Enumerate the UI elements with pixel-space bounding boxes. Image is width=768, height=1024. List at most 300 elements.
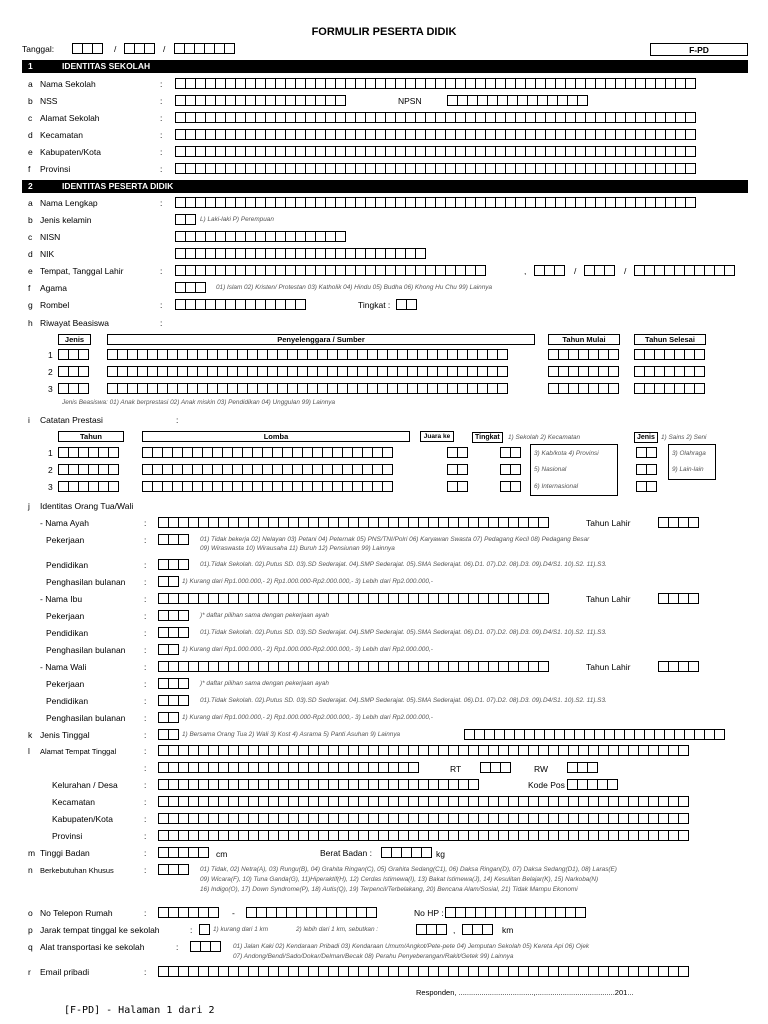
prestasi-jenis-input[interactable] xyxy=(636,464,656,475)
kabupaten-label: Kabupaten/Kota xyxy=(52,814,113,824)
nisn-input[interactable] xyxy=(175,231,345,242)
row-letter: c xyxy=(28,113,33,123)
char-box[interactable] xyxy=(92,43,103,54)
col-label: Penyelenggara / Sumber xyxy=(277,335,365,344)
prestasi-col-tingkat xyxy=(472,432,503,443)
kabupaten-sekolah-label: Kabupaten/Kota xyxy=(40,147,101,157)
beasiswa-mulai-input[interactable] xyxy=(548,349,618,360)
char-box[interactable] xyxy=(724,265,735,276)
npsn-input[interactable] xyxy=(447,95,587,106)
prestasi-juara-input[interactable] xyxy=(447,447,467,458)
prestasi-tahun-input[interactable] xyxy=(58,464,118,475)
char-box[interactable] xyxy=(604,265,615,276)
kebutuhan-hint: 01) Tidak, 02) Netra(A), 03) Rungu(B), 04) Grahita Ringan(C), 05) Grahita Sedang(C1), 06) Daksa Ringan(D), 07) Daksa Sedang(D1), 08) Laras(E) xyxy=(200,866,617,873)
row-letter: b xyxy=(28,96,33,106)
char-box[interactable] xyxy=(178,559,189,570)
date-day-input[interactable] xyxy=(72,43,102,54)
nama-wali-label: - Nama Wali xyxy=(40,662,87,672)
provinsi-label: Provinsi xyxy=(52,831,83,841)
beasiswa-jenis-input[interactable] xyxy=(58,366,88,377)
hp-input[interactable] xyxy=(445,907,585,918)
prestasi-col-tahun xyxy=(58,431,124,442)
prestasi-tahun-input[interactable] xyxy=(58,447,118,458)
riwayat-beasiswa-label: Riwayat Beasiswa xyxy=(40,318,109,328)
tinggi-badan-input[interactable] xyxy=(158,847,208,858)
km-label: km xyxy=(502,925,514,935)
penghasilan-ibu-label: Penghasilan bulanan xyxy=(46,645,126,655)
responden-signature-line: Responden, ....................................,......................................201... xyxy=(416,988,634,997)
jenis-tinggal-lain-input[interactable] xyxy=(464,729,724,740)
alamat-line1-input[interactable] xyxy=(158,745,688,756)
pekerjaan-hint: )* daftar pilihan sama dengan pekerjaan ayah xyxy=(200,680,329,687)
char-box[interactable] xyxy=(78,383,89,394)
kelurahan-label: Kelurahan / Desa xyxy=(52,780,118,790)
colon: : xyxy=(144,577,147,587)
char-box[interactable] xyxy=(678,813,689,824)
berat-badan-label: Berat Badan : xyxy=(320,848,372,858)
colon: : xyxy=(144,780,147,790)
char-box[interactable] xyxy=(408,762,419,773)
tahun-lahir-ibu-input[interactable] xyxy=(658,593,698,604)
telepon-kode-input[interactable] xyxy=(158,907,218,918)
char-box[interactable] xyxy=(178,627,189,638)
char-box[interactable] xyxy=(224,43,235,54)
char-box[interactable] xyxy=(587,762,598,773)
nisn-label: NISN xyxy=(40,232,61,242)
colon: : xyxy=(144,518,147,528)
beasiswa-jenis-input[interactable] xyxy=(58,349,88,360)
slash: / xyxy=(574,266,577,276)
email-label: Email pribadi xyxy=(40,967,90,977)
agama-input[interactable] xyxy=(175,282,205,293)
kecamatan-label: Kecamatan xyxy=(52,797,95,807)
prestasi-col-juara xyxy=(420,431,454,442)
jenis-option: 9) Lain-lain xyxy=(672,466,704,473)
provinsi-input[interactable] xyxy=(158,830,688,841)
pendidikan-hint: 01).Tidak Sekolah. 02).Putus SD. 03).SD Sederajat. 04).SMP Sederajat. 05).SMA Sederajat. 06).D1. 07).D2. 08).D3. 09).D4/S1. 10).S2. 11).S3. xyxy=(200,697,607,704)
penghasilan-wali-label: Penghasilan bulanan xyxy=(46,713,126,723)
colon: : xyxy=(144,797,147,807)
kecamatan-input[interactable] xyxy=(158,796,688,807)
transportasi-input[interactable] xyxy=(190,941,220,952)
char-box[interactable] xyxy=(608,366,619,377)
tingkat-option: 1) Sekolah 2) Kecamatan xyxy=(508,434,581,441)
char-box[interactable] xyxy=(436,924,447,935)
char-box[interactable] xyxy=(685,146,696,157)
row-number: 2 xyxy=(48,465,53,475)
colon: : xyxy=(144,730,147,740)
provinsi-sekolah-input[interactable] xyxy=(175,163,695,174)
alamat-sekolah-label: Alamat Sekolah xyxy=(40,113,100,123)
prestasi-jenis-input[interactable] xyxy=(636,481,656,492)
pekerjaan-hint: )* daftar pilihan sama dengan pekerjaan ayah xyxy=(200,612,329,619)
char-box[interactable] xyxy=(538,517,549,528)
prestasi-lomba-input[interactable] xyxy=(142,481,392,492)
ttl-label: Tempat, Tanggal Lahir xyxy=(40,266,124,276)
char-box[interactable] xyxy=(646,481,657,492)
section-title: IDENTITAS PESERTA DIDIK xyxy=(62,181,174,191)
row-letter: l xyxy=(28,746,30,756)
char-box[interactable] xyxy=(382,481,393,492)
jenis-tinggal-input[interactable] xyxy=(158,729,178,740)
tingkat-input[interactable] xyxy=(396,299,416,310)
tahun-lahir-label: Tahun Lahir xyxy=(586,662,631,672)
col-label: Jenis xyxy=(637,434,655,441)
char-box[interactable] xyxy=(538,593,549,604)
penghasilan-hint: 1) Kurang dari Rp1.000.000,- 2) Rp1.000.000-Rp2.000.000,- 3) Lebih dari Rp2.000.000,- xyxy=(182,578,433,585)
colon: : xyxy=(144,814,147,824)
telepon-nomor-input[interactable] xyxy=(246,907,376,918)
tgl-lahir-month-input[interactable] xyxy=(584,265,614,276)
prestasi-lomba-input[interactable] xyxy=(142,447,392,458)
colon: : xyxy=(160,300,163,310)
beasiswa-mulai-input[interactable] xyxy=(548,383,618,394)
char-box[interactable] xyxy=(538,661,549,672)
cm-label: cm xyxy=(216,849,228,859)
col-label: Jenis xyxy=(64,335,85,344)
char-box[interactable] xyxy=(554,265,565,276)
berat-badan-input[interactable] xyxy=(381,847,431,858)
char-box[interactable] xyxy=(678,966,689,977)
colon: : xyxy=(144,848,147,858)
char-box[interactable] xyxy=(688,593,699,604)
pendidikan-hint: 01).Tidak Sekolah. 02).Putus SD. 03).SD Sederajat. 04).SMP Sederajat. 05).SMA Sederajat. 06).D1. 07).D2. 08).D3. 09).D4/S1. 10).S2. 11).S3. xyxy=(200,561,607,568)
nss-label: NSS xyxy=(40,96,58,106)
hp-label: No HP : xyxy=(414,908,444,918)
prestasi-tingkat-input[interactable] xyxy=(500,464,520,475)
char-box[interactable] xyxy=(185,214,196,225)
alamat-sekolah-input[interactable] xyxy=(175,112,695,123)
char-box[interactable] xyxy=(685,197,696,208)
char-box[interactable] xyxy=(646,447,657,458)
section-1-header xyxy=(22,60,748,73)
beasiswa-sumber-input[interactable] xyxy=(107,349,507,360)
rt-input[interactable] xyxy=(480,762,510,773)
pekerjaan-wali-label: Pekerjaan xyxy=(46,679,85,689)
pekerjaan-hint: 09) Wiraswasta 10) Wirausaha 11) Buruh 12) Pensiunan 99) Lainnya xyxy=(200,545,395,552)
row-letter: e xyxy=(28,266,33,276)
prestasi-col-jenis xyxy=(634,432,658,443)
char-box[interactable] xyxy=(678,796,689,807)
pekerjaan-ayah-label: Pekerjaan xyxy=(46,535,85,545)
tgl-lahir-year-input[interactable] xyxy=(634,265,734,276)
char-box[interactable] xyxy=(457,447,468,458)
prestasi-jenis-input[interactable] xyxy=(636,447,656,458)
agama-label: Agama xyxy=(40,283,67,293)
row-letter: d xyxy=(28,130,33,140)
kabupaten-sekolah-input[interactable] xyxy=(175,146,695,157)
nss-input[interactable] xyxy=(175,95,345,106)
pekerjaan-ayah-input[interactable] xyxy=(158,534,188,545)
pendidikan-wali-label: Pendidikan xyxy=(46,696,89,706)
jarak-desimal-input[interactable] xyxy=(462,924,492,935)
char-box[interactable] xyxy=(575,907,586,918)
char-box[interactable] xyxy=(78,366,89,377)
beasiswa-selesai-input[interactable] xyxy=(634,366,704,377)
row-letter: a xyxy=(28,198,33,208)
pendidikan-wali-input[interactable] xyxy=(158,695,188,706)
pendidikan-ayah-input[interactable] xyxy=(158,559,188,570)
colon: : xyxy=(160,164,163,174)
char-box[interactable] xyxy=(482,924,493,935)
telepon-label: No Telepon Rumah xyxy=(40,908,113,918)
nama-ayah-label: - Nama Ayah xyxy=(40,518,89,528)
char-box[interactable] xyxy=(714,729,725,740)
char-box[interactable] xyxy=(678,830,689,841)
colon: : xyxy=(160,113,163,123)
row-letter: i xyxy=(28,415,30,425)
kelurahan-input[interactable] xyxy=(158,779,478,790)
beasiswa-hint: Jenis Beasiswa: 01) Anak berprestasi 02) Anak miskin 03) Pendidikan 04) Unggulan 99) Lainnya xyxy=(62,399,336,406)
char-box[interactable] xyxy=(457,481,468,492)
char-box[interactable] xyxy=(178,610,189,621)
colon: : xyxy=(144,594,147,604)
char-box[interactable] xyxy=(510,481,521,492)
colon: : xyxy=(144,713,147,723)
date-month-input[interactable] xyxy=(124,43,154,54)
penghasilan-ayah-input[interactable] xyxy=(158,576,178,587)
pekerjaan-ibu-label: Pekerjaan xyxy=(46,611,85,621)
nama-wali-input[interactable] xyxy=(158,661,548,672)
pendidikan-ibu-label: Pendidikan xyxy=(46,628,89,638)
char-box[interactable] xyxy=(685,129,696,140)
colon: : xyxy=(160,147,163,157)
beasiswa-col-sumber xyxy=(107,334,535,345)
char-box[interactable] xyxy=(694,349,705,360)
jenis-option: 3) Olahraga xyxy=(672,450,706,457)
beasiswa-sumber-input[interactable] xyxy=(107,366,507,377)
char-box[interactable] xyxy=(178,534,189,545)
char-box[interactable] xyxy=(382,447,393,458)
pekerjaan-ibu-input[interactable] xyxy=(158,610,188,621)
kodepos-input[interactable] xyxy=(567,779,617,790)
penghasilan-ayah-label: Penghasilan bulanan xyxy=(46,577,126,587)
email-input[interactable] xyxy=(158,966,688,977)
nama-sekolah-label: Nama Sekolah xyxy=(40,79,96,89)
char-box[interactable] xyxy=(178,695,189,706)
prestasi-juara-input[interactable] xyxy=(447,464,467,475)
jenis-kelamin-label: Jenis kelamin xyxy=(40,215,92,225)
prestasi-tahun-input[interactable] xyxy=(58,481,118,492)
char-box[interactable] xyxy=(497,349,508,360)
char-box[interactable] xyxy=(335,231,346,242)
char-box[interactable] xyxy=(500,762,511,773)
colon: : xyxy=(144,645,147,655)
row-letter: m xyxy=(28,848,36,858)
char-box[interactable] xyxy=(198,847,209,858)
kebutuhan-hint: 09) Wicara(F), 10) Tuna Ganda(G), 11)Hiperaktif(H), 12) Cerdas Istimewa(I), 13) Bakat Istimewa(J), 14) Kesulitan Belajar(K), 15) Narkoba(N) xyxy=(200,876,599,883)
char-box[interactable] xyxy=(577,95,588,106)
char-box[interactable] xyxy=(607,779,618,790)
char-box[interactable] xyxy=(295,299,306,310)
nama-lengkap-input[interactable] xyxy=(175,197,695,208)
colon: : xyxy=(144,908,147,918)
char-box[interactable] xyxy=(208,907,219,918)
char-box[interactable] xyxy=(688,661,699,672)
char-box[interactable] xyxy=(421,847,432,858)
penghasilan-wali-input[interactable] xyxy=(158,712,178,723)
jarak-opsi-input[interactable] xyxy=(199,924,209,935)
penghasilan-ibu-input[interactable] xyxy=(158,644,178,655)
form-title: FORMULIR PESERTA DIDIK xyxy=(311,26,457,38)
jenis-kelamin-input[interactable] xyxy=(175,214,195,225)
char-box[interactable] xyxy=(678,745,689,756)
row-letter: r xyxy=(28,967,31,977)
section-number: 1 xyxy=(28,61,33,71)
nama-ayah-input[interactable] xyxy=(158,517,548,528)
char-box[interactable] xyxy=(646,464,657,475)
date-label: Tanggal: xyxy=(22,44,55,54)
char-box[interactable] xyxy=(694,366,705,377)
char-box[interactable] xyxy=(210,941,221,952)
pendidikan-hint: 01).Tidak Sekolah. 02).Putus SD. 03).SD Sederajat. 04).SMP Sederajat. 05).SMA Sederajat. 06).D1. 07).D2. 08).D3. 09).D4/S1. 10).S2. 11).S3. xyxy=(200,629,607,636)
colon: : xyxy=(176,942,179,952)
nama-sekolah-input[interactable] xyxy=(175,78,695,89)
pekerjaan-wali-input[interactable] xyxy=(158,678,188,689)
char-box[interactable] xyxy=(168,729,179,740)
beasiswa-selesai-input[interactable] xyxy=(634,383,704,394)
char-box[interactable] xyxy=(688,517,699,528)
kabupaten-input[interactable] xyxy=(158,813,688,824)
jenis-option: 1) Sains 2) Seni xyxy=(661,434,707,441)
nik-input[interactable] xyxy=(175,248,425,259)
char-box[interactable] xyxy=(457,464,468,475)
berkebutuhan-khusus-label: Berkebutuhan Khusus xyxy=(40,866,114,875)
col-label: Tingkat xyxy=(475,434,500,441)
kecamatan-sekolah-label: Kecamatan xyxy=(40,130,83,140)
jenis-tinggal-label: Jenis Tinggal xyxy=(40,730,90,740)
slash: / xyxy=(624,266,627,276)
beasiswa-sumber-input[interactable] xyxy=(107,383,507,394)
form-code: F-PD xyxy=(689,45,709,55)
row-letter: q xyxy=(28,942,33,952)
col-label: Tahun Mulai xyxy=(562,335,606,344)
char-box[interactable] xyxy=(178,678,189,689)
beasiswa-selesai-input[interactable] xyxy=(634,349,704,360)
char-box[interactable] xyxy=(168,644,179,655)
date-year-input[interactable] xyxy=(174,43,234,54)
char-box[interactable] xyxy=(468,779,479,790)
colon: : xyxy=(160,266,163,276)
char-box[interactable] xyxy=(608,383,619,394)
char-box[interactable] xyxy=(694,383,705,394)
colon: : xyxy=(144,662,147,672)
colon: : xyxy=(190,925,193,935)
prestasi-tingkat-input[interactable] xyxy=(500,481,520,492)
prestasi-tingkat-input[interactable] xyxy=(500,447,520,458)
rombel-input[interactable] xyxy=(175,299,305,310)
colon: : xyxy=(160,130,163,140)
col-label: Tahun Selesai xyxy=(645,335,695,344)
char-box[interactable] xyxy=(178,864,189,875)
row-letter: f xyxy=(28,283,31,293)
char-box[interactable] xyxy=(415,248,426,259)
char-box[interactable] xyxy=(144,43,155,54)
berkebutuhan-khusus-input[interactable] xyxy=(158,864,188,875)
char-box[interactable] xyxy=(199,924,210,935)
ortu-label: Identitas Orang Tua/Wali xyxy=(40,501,134,511)
char-box[interactable] xyxy=(685,112,696,123)
comma: , xyxy=(453,925,456,935)
char-box[interactable] xyxy=(510,464,521,475)
tingkat-option: 5) Nasional xyxy=(534,466,567,473)
row-letter: k xyxy=(28,730,33,740)
col-label: Tahun xyxy=(80,432,102,441)
row-letter: d xyxy=(28,249,33,259)
nik-label: NIK xyxy=(40,249,55,259)
char-box[interactable] xyxy=(497,383,508,394)
penghasilan-hint: 1) Kurang dari Rp1.000.000,- 2) Rp1.000.000-Rp2.000.000,- 3) Lebih dari Rp2.000.000,- xyxy=(182,714,433,721)
char-box[interactable] xyxy=(608,349,619,360)
rw-input[interactable] xyxy=(567,762,597,773)
char-box[interactable] xyxy=(382,464,393,475)
char-box[interactable] xyxy=(168,712,179,723)
char-box[interactable] xyxy=(195,282,206,293)
char-box[interactable] xyxy=(685,163,696,174)
char-box[interactable] xyxy=(108,447,119,458)
alamat-line2-input[interactable] xyxy=(158,762,418,773)
tempat-lahir-input[interactable] xyxy=(175,265,485,276)
colon: : xyxy=(144,628,147,638)
tahun-lahir-ayah-input[interactable] xyxy=(658,517,698,528)
beasiswa-jenis-input[interactable] xyxy=(58,383,88,394)
char-box[interactable] xyxy=(335,95,346,106)
row-letter: n xyxy=(28,865,33,875)
colon: : xyxy=(144,967,147,977)
catatan-prestasi-label: Catatan Prestasi xyxy=(40,415,103,425)
char-box[interactable] xyxy=(406,299,417,310)
char-box[interactable] xyxy=(366,907,377,918)
beasiswa-mulai-input[interactable] xyxy=(548,366,618,377)
kecamatan-sekolah-input[interactable] xyxy=(175,129,695,140)
colon: : xyxy=(144,746,147,756)
colon: : xyxy=(144,865,147,875)
char-box[interactable] xyxy=(108,464,119,475)
row-letter: g xyxy=(28,300,33,310)
char-box[interactable] xyxy=(685,78,696,89)
row-number: 1 xyxy=(48,350,53,360)
row-number: 2 xyxy=(48,367,53,377)
beasiswa-col-mulai xyxy=(548,334,620,345)
dash: - xyxy=(232,908,235,918)
char-box[interactable] xyxy=(497,366,508,377)
char-box[interactable] xyxy=(78,349,89,360)
jarak-hint: 2) lebih dari 1 km, sebutkan : xyxy=(296,926,379,933)
row-number: 3 xyxy=(48,482,53,492)
char-box[interactable] xyxy=(475,265,486,276)
tinggi-badan-label: Tinggi Badan xyxy=(40,848,90,858)
prestasi-lomba-input[interactable] xyxy=(142,464,392,475)
char-box[interactable] xyxy=(510,447,521,458)
provinsi-sekolah-label: Provinsi xyxy=(40,164,71,174)
penghasilan-hint: 1) Kurang dari Rp1.000.000,- 2) Rp1.000.000-Rp2.000.000,- 3) Lebih dari Rp2.000.000,- xyxy=(182,646,433,653)
nama-ibu-input[interactable] xyxy=(158,593,548,604)
row-number: 3 xyxy=(48,384,53,394)
char-box[interactable] xyxy=(168,576,179,587)
colon: : xyxy=(144,560,147,570)
pendidikan-ayah-label: Pendidikan xyxy=(46,560,89,570)
pendidikan-ibu-input[interactable] xyxy=(158,627,188,638)
char-box[interactable] xyxy=(108,481,119,492)
tahun-lahir-wali-input[interactable] xyxy=(658,661,698,672)
jarak-km-input[interactable] xyxy=(416,924,446,935)
prestasi-juara-input[interactable] xyxy=(447,481,467,492)
comma: , xyxy=(524,266,527,276)
kodepos-label: Kode Pos xyxy=(528,780,565,790)
form-code-box xyxy=(650,43,748,56)
tgl-lahir-day-input[interactable] xyxy=(534,265,564,276)
jarak-hint: 1) kurang dari 1 km xyxy=(213,926,269,933)
